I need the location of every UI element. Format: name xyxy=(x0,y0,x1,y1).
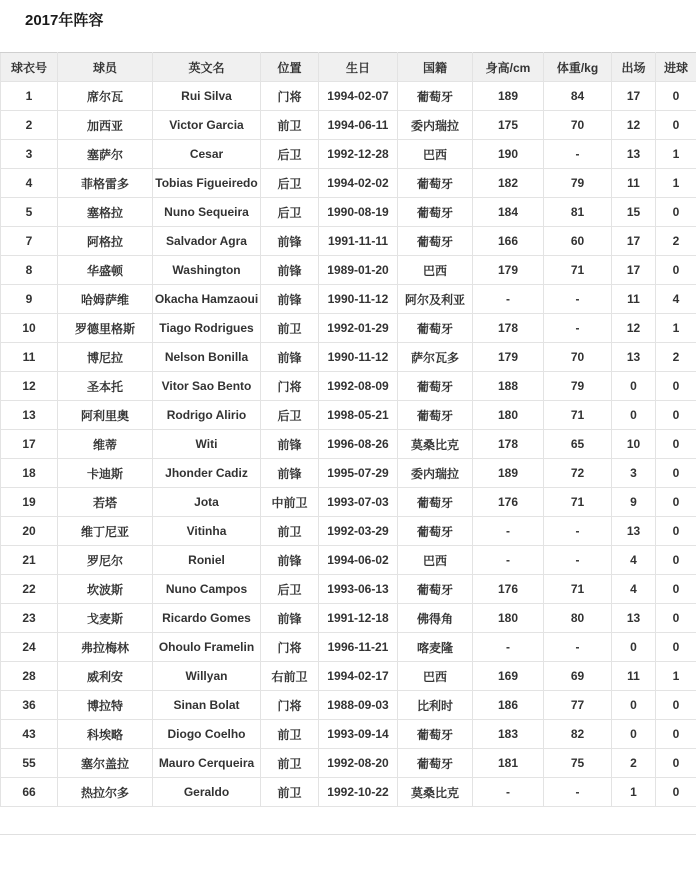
cell-weight: 84 xyxy=(544,82,612,111)
cell-weight: - xyxy=(544,546,612,575)
cell-number: 5 xyxy=(1,198,58,227)
cell-goals: 2 xyxy=(656,227,696,256)
cell-appearances: 17 xyxy=(612,227,656,256)
cell-height: 181 xyxy=(473,749,544,778)
cell-height: 179 xyxy=(473,343,544,372)
cell-birthday: 1992-10-22 xyxy=(319,778,398,807)
cell-number: 66 xyxy=(1,778,58,807)
header-row xyxy=(1,53,696,82)
cell-nationality: 阿尔及利亚 xyxy=(398,285,473,314)
cell-name-cn: 华盛顿 xyxy=(58,256,153,285)
cell-position: 中前卫 xyxy=(261,488,319,517)
cell-name-en: Washington xyxy=(153,256,261,285)
cell-birthday: 1990-11-12 xyxy=(319,285,398,314)
cell-name-en: Tiago Rodrigues xyxy=(153,314,261,343)
cell-weight: 70 xyxy=(544,111,612,140)
cell-position: 前卫 xyxy=(261,517,319,546)
cell-name-en: Vitor Sao Bento xyxy=(153,372,261,401)
cell-position: 门将 xyxy=(261,691,319,720)
cell-weight: 65 xyxy=(544,430,612,459)
cell-name-cn: 博尼拉 xyxy=(58,343,153,372)
cell-appearances: 11 xyxy=(612,169,656,198)
cell-height: 176 xyxy=(473,488,544,517)
cell-name-en: Nelson Bonilla xyxy=(153,343,261,372)
table-row xyxy=(1,111,696,140)
cell-appearances: 2 xyxy=(612,749,656,778)
cell-number: 28 xyxy=(1,662,58,691)
cell-position: 右前卫 xyxy=(261,662,319,691)
cell-nationality: 比利时 xyxy=(398,691,473,720)
cell-nationality: 葡萄牙 xyxy=(398,372,473,401)
cell-weight: - xyxy=(544,140,612,169)
cell-number: 12 xyxy=(1,372,58,401)
cell-height: 186 xyxy=(473,691,544,720)
cell-birthday: 1989-01-20 xyxy=(319,256,398,285)
table-row xyxy=(1,343,696,372)
table-row xyxy=(1,227,696,256)
cell-weight: 60 xyxy=(544,227,612,256)
cell-goals: 0 xyxy=(656,720,696,749)
cell-name-cn: 科埃略 xyxy=(58,720,153,749)
cell-number: 22 xyxy=(1,575,58,604)
cell-name-cn: 席尔瓦 xyxy=(58,82,153,111)
cell-position: 门将 xyxy=(261,633,319,662)
cell-position: 门将 xyxy=(261,82,319,111)
cell-name-en: Vitinha xyxy=(153,517,261,546)
cell-position: 前锋 xyxy=(261,430,319,459)
column-header-position: 位置 xyxy=(261,53,319,82)
cell-goals: 1 xyxy=(656,169,696,198)
cell-appearances: 13 xyxy=(612,517,656,546)
cell-position: 门将 xyxy=(261,372,319,401)
cell-name-cn: 阿利里奥 xyxy=(58,401,153,430)
cell-goals: 0 xyxy=(656,633,696,662)
cell-nationality: 萨尔瓦多 xyxy=(398,343,473,372)
cell-name-en: Ricardo Gomes xyxy=(153,604,261,633)
cell-weight: 71 xyxy=(544,488,612,517)
cell-name-en: Salvador Agra xyxy=(153,227,261,256)
cell-appearances: 17 xyxy=(612,82,656,111)
cell-name-en: Witi xyxy=(153,430,261,459)
cell-name-cn: 塞格拉 xyxy=(58,198,153,227)
cell-nationality: 葡萄牙 xyxy=(398,169,473,198)
cell-nationality: 葡萄牙 xyxy=(398,749,473,778)
cell-name-en: Nuno Sequeira xyxy=(153,198,261,227)
cell-weight: 70 xyxy=(544,343,612,372)
cell-goals: 0 xyxy=(656,749,696,778)
cell-height: 182 xyxy=(473,169,544,198)
cell-weight: 80 xyxy=(544,604,612,633)
cell-position: 前卫 xyxy=(261,314,319,343)
cell-appearances: 12 xyxy=(612,314,656,343)
cell-birthday: 1992-03-29 xyxy=(319,517,398,546)
cell-goals: 0 xyxy=(656,82,696,111)
cell-birthday: 1995-07-29 xyxy=(319,459,398,488)
cell-appearances: 4 xyxy=(612,575,656,604)
cell-nationality: 佛得角 xyxy=(398,604,473,633)
cell-name-en: Roniel xyxy=(153,546,261,575)
cell-appearances: 0 xyxy=(612,372,656,401)
cell-appearances: 11 xyxy=(612,285,656,314)
cell-name-en: Cesar xyxy=(153,140,261,169)
cell-height: 188 xyxy=(473,372,544,401)
cell-appearances: 15 xyxy=(612,198,656,227)
cell-goals: 0 xyxy=(656,778,696,807)
table-row xyxy=(1,575,696,604)
cell-birthday: 1996-11-21 xyxy=(319,633,398,662)
cell-birthday: 1996-08-26 xyxy=(319,430,398,459)
cell-birthday: 1994-02-17 xyxy=(319,662,398,691)
table-row xyxy=(1,285,696,314)
cell-name-cn: 阿格拉 xyxy=(58,227,153,256)
cell-nationality: 葡萄牙 xyxy=(398,517,473,546)
cell-position: 前卫 xyxy=(261,778,319,807)
cell-position: 前卫 xyxy=(261,749,319,778)
cell-name-en: Jhonder Cadiz xyxy=(153,459,261,488)
cell-name-en: Rui Silva xyxy=(153,82,261,111)
cell-goals: 4 xyxy=(656,285,696,314)
cell-number: 19 xyxy=(1,488,58,517)
cell-weight: 72 xyxy=(544,459,612,488)
cell-height: 184 xyxy=(473,198,544,227)
cell-name-cn: 维蒂 xyxy=(58,430,153,459)
table-row xyxy=(1,662,696,691)
cell-goals: 0 xyxy=(656,517,696,546)
cell-weight: - xyxy=(544,517,612,546)
cell-position: 后卫 xyxy=(261,575,319,604)
cell-number: 23 xyxy=(1,604,58,633)
cell-goals: 0 xyxy=(656,401,696,430)
cell-birthday: 1992-12-28 xyxy=(319,140,398,169)
cell-goals: 0 xyxy=(656,430,696,459)
cell-name-cn: 塞尔盖拉 xyxy=(58,749,153,778)
cell-number: 20 xyxy=(1,517,58,546)
column-header-name-en: 英文名 xyxy=(153,53,261,82)
cell-name-en: Willyan xyxy=(153,662,261,691)
cell-name-en: Diogo Coelho xyxy=(153,720,261,749)
cell-goals: 0 xyxy=(656,198,696,227)
cell-number: 1 xyxy=(1,82,58,111)
cell-number: 18 xyxy=(1,459,58,488)
cell-appearances: 3 xyxy=(612,459,656,488)
cell-position: 前锋 xyxy=(261,343,319,372)
column-header-height: 身高/cm xyxy=(473,53,544,82)
cell-nationality: 莫桑比克 xyxy=(398,430,473,459)
cell-appearances: 0 xyxy=(612,720,656,749)
cell-appearances: 4 xyxy=(612,546,656,575)
cell-birthday: 1993-09-14 xyxy=(319,720,398,749)
cell-goals: 0 xyxy=(656,546,696,575)
cell-name-cn: 坎波斯 xyxy=(58,575,153,604)
table-row xyxy=(1,517,696,546)
cell-appearances: 10 xyxy=(612,430,656,459)
cell-position: 前卫 xyxy=(261,111,319,140)
page-title: 2017年阵容 xyxy=(25,12,104,29)
cell-height: 166 xyxy=(473,227,544,256)
cell-birthday: 1991-11-11 xyxy=(319,227,398,256)
table-header xyxy=(1,53,696,82)
section-divider xyxy=(0,834,696,835)
cell-weight: 79 xyxy=(544,372,612,401)
table-row xyxy=(1,720,696,749)
cell-name-en: Okacha Hamzaoui xyxy=(153,285,261,314)
cell-height: 178 xyxy=(473,430,544,459)
cell-height: - xyxy=(473,546,544,575)
column-header-number: 球衣号 xyxy=(1,53,58,82)
cell-weight: 71 xyxy=(544,256,612,285)
cell-number: 10 xyxy=(1,314,58,343)
cell-height: 190 xyxy=(473,140,544,169)
cell-number: 4 xyxy=(1,169,58,198)
cell-name-en: Nuno Campos xyxy=(153,575,261,604)
cell-birthday: 1991-12-18 xyxy=(319,604,398,633)
cell-height: - xyxy=(473,778,544,807)
cell-appearances: 0 xyxy=(612,401,656,430)
cell-name-cn: 若塔 xyxy=(58,488,153,517)
cell-nationality: 巴西 xyxy=(398,256,473,285)
cell-position: 后卫 xyxy=(261,198,319,227)
cell-name-cn: 菲格雷多 xyxy=(58,169,153,198)
cell-birthday: 1988-09-03 xyxy=(319,691,398,720)
cell-appearances: 0 xyxy=(612,691,656,720)
table-row xyxy=(1,169,696,198)
cell-name-en: Ohoulo Framelin xyxy=(153,633,261,662)
cell-name-cn: 威利安 xyxy=(58,662,153,691)
cell-number: 13 xyxy=(1,401,58,430)
cell-nationality: 巴西 xyxy=(398,662,473,691)
cell-number: 11 xyxy=(1,343,58,372)
cell-number: 24 xyxy=(1,633,58,662)
cell-name-cn: 罗德里格斯 xyxy=(58,314,153,343)
cell-appearances: 13 xyxy=(612,604,656,633)
cell-number: 17 xyxy=(1,430,58,459)
cell-name-en: Tobias Figueiredo xyxy=(153,169,261,198)
cell-position: 前锋 xyxy=(261,604,319,633)
squad-table xyxy=(0,52,696,807)
cell-weight: 71 xyxy=(544,575,612,604)
table-row xyxy=(1,198,696,227)
cell-position: 前锋 xyxy=(261,546,319,575)
cell-name-en: Mauro Cerqueira xyxy=(153,749,261,778)
cell-nationality: 委内瑞拉 xyxy=(398,459,473,488)
cell-nationality: 莫桑比克 xyxy=(398,778,473,807)
cell-birthday: 1994-06-11 xyxy=(319,111,398,140)
cell-height: 175 xyxy=(473,111,544,140)
cell-height: 176 xyxy=(473,575,544,604)
table-body xyxy=(1,82,696,807)
table-row xyxy=(1,778,696,807)
cell-weight: 71 xyxy=(544,401,612,430)
cell-weight: - xyxy=(544,778,612,807)
cell-name-cn: 戈麦斯 xyxy=(58,604,153,633)
cell-nationality: 委内瑞拉 xyxy=(398,111,473,140)
cell-height: 180 xyxy=(473,401,544,430)
cell-name-cn: 博拉特 xyxy=(58,691,153,720)
cell-position: 后卫 xyxy=(261,169,319,198)
cell-birthday: 1992-08-20 xyxy=(319,749,398,778)
cell-birthday: 1990-08-19 xyxy=(319,198,398,227)
cell-number: 55 xyxy=(1,749,58,778)
cell-number: 8 xyxy=(1,256,58,285)
cell-goals: 0 xyxy=(656,372,696,401)
cell-appearances: 13 xyxy=(612,140,656,169)
cell-nationality: 葡萄牙 xyxy=(398,198,473,227)
cell-height: 179 xyxy=(473,256,544,285)
cell-number: 3 xyxy=(1,140,58,169)
cell-birthday: 1994-02-07 xyxy=(319,82,398,111)
cell-nationality: 葡萄牙 xyxy=(398,82,473,111)
cell-nationality: 葡萄牙 xyxy=(398,488,473,517)
cell-appearances: 1 xyxy=(612,778,656,807)
column-header-name-cn: 球员 xyxy=(58,53,153,82)
cell-name-en: Jota xyxy=(153,488,261,517)
cell-position: 前锋 xyxy=(261,227,319,256)
column-header-birthday: 生日 xyxy=(319,53,398,82)
cell-position: 后卫 xyxy=(261,140,319,169)
cell-birthday: 1992-08-09 xyxy=(319,372,398,401)
cell-position: 前锋 xyxy=(261,459,319,488)
cell-name-en: Sinan Bolat xyxy=(153,691,261,720)
cell-birthday: 1998-05-21 xyxy=(319,401,398,430)
cell-nationality: 葡萄牙 xyxy=(398,401,473,430)
column-header-appearances: 出场 xyxy=(612,53,656,82)
cell-position: 后卫 xyxy=(261,401,319,430)
table-row xyxy=(1,430,696,459)
cell-goals: 1 xyxy=(656,662,696,691)
cell-appearances: 12 xyxy=(612,111,656,140)
cell-name-cn: 哈姆萨维 xyxy=(58,285,153,314)
table-row xyxy=(1,546,696,575)
cell-weight: - xyxy=(544,314,612,343)
cell-nationality: 喀麦隆 xyxy=(398,633,473,662)
cell-birthday: 1994-02-02 xyxy=(319,169,398,198)
cell-goals: 1 xyxy=(656,140,696,169)
cell-height: 189 xyxy=(473,459,544,488)
cell-birthday: 1992-01-29 xyxy=(319,314,398,343)
cell-name-cn: 卡迪斯 xyxy=(58,459,153,488)
cell-position: 前锋 xyxy=(261,285,319,314)
cell-name-en: Geraldo xyxy=(153,778,261,807)
cell-height: 169 xyxy=(473,662,544,691)
cell-goals: 0 xyxy=(656,256,696,285)
table-row xyxy=(1,459,696,488)
cell-goals: 0 xyxy=(656,111,696,140)
cell-weight: 75 xyxy=(544,749,612,778)
cell-appearances: 13 xyxy=(612,343,656,372)
column-header-nationality: 国籍 xyxy=(398,53,473,82)
cell-position: 前卫 xyxy=(261,720,319,749)
table-row xyxy=(1,691,696,720)
cell-birthday: 1990-11-12 xyxy=(319,343,398,372)
cell-goals: 0 xyxy=(656,691,696,720)
cell-goals: 1 xyxy=(656,314,696,343)
cell-number: 2 xyxy=(1,111,58,140)
cell-nationality: 葡萄牙 xyxy=(398,720,473,749)
cell-nationality: 葡萄牙 xyxy=(398,227,473,256)
cell-name-cn: 罗尼尔 xyxy=(58,546,153,575)
cell-height: - xyxy=(473,517,544,546)
cell-weight: 81 xyxy=(544,198,612,227)
cell-birthday: 1993-07-03 xyxy=(319,488,398,517)
cell-weight: - xyxy=(544,285,612,314)
cell-number: 43 xyxy=(1,720,58,749)
cell-weight: 69 xyxy=(544,662,612,691)
table-row xyxy=(1,633,696,662)
cell-number: 21 xyxy=(1,546,58,575)
table-row xyxy=(1,488,696,517)
cell-name-cn: 加西亚 xyxy=(58,111,153,140)
column-header-goals: 进球 xyxy=(656,53,696,82)
cell-appearances: 11 xyxy=(612,662,656,691)
cell-weight: - xyxy=(544,633,612,662)
cell-goals: 2 xyxy=(656,343,696,372)
cell-height: - xyxy=(473,633,544,662)
cell-goals: 0 xyxy=(656,488,696,517)
cell-name-cn: 圣本托 xyxy=(58,372,153,401)
cell-name-cn: 维丁尼亚 xyxy=(58,517,153,546)
cell-appearances: 17 xyxy=(612,256,656,285)
cell-name-en: Rodrigo Alirio xyxy=(153,401,261,430)
cell-number: 9 xyxy=(1,285,58,314)
cell-appearances: 0 xyxy=(612,633,656,662)
cell-weight: 82 xyxy=(544,720,612,749)
cell-height: 183 xyxy=(473,720,544,749)
cell-nationality: 葡萄牙 xyxy=(398,575,473,604)
cell-nationality: 葡萄牙 xyxy=(398,314,473,343)
cell-height: 189 xyxy=(473,82,544,111)
cell-birthday: 1993-06-13 xyxy=(319,575,398,604)
table-row xyxy=(1,401,696,430)
table-row xyxy=(1,749,696,778)
cell-nationality: 巴西 xyxy=(398,140,473,169)
cell-weight: 77 xyxy=(544,691,612,720)
column-header-weight: 体重/kg xyxy=(544,53,612,82)
table-row xyxy=(1,604,696,633)
table-row xyxy=(1,314,696,343)
cell-number: 36 xyxy=(1,691,58,720)
cell-goals: 0 xyxy=(656,604,696,633)
cell-goals: 0 xyxy=(656,459,696,488)
cell-appearances: 9 xyxy=(612,488,656,517)
cell-height: 178 xyxy=(473,314,544,343)
cell-nationality: 巴西 xyxy=(398,546,473,575)
cell-name-cn: 热拉尔多 xyxy=(58,778,153,807)
table-row xyxy=(1,256,696,285)
cell-name-cn: 弗拉梅林 xyxy=(58,633,153,662)
table-row xyxy=(1,372,696,401)
cell-height: 180 xyxy=(473,604,544,633)
cell-goals: 0 xyxy=(656,575,696,604)
cell-weight: 79 xyxy=(544,169,612,198)
cell-number: 7 xyxy=(1,227,58,256)
cell-height: - xyxy=(473,285,544,314)
cell-position: 前锋 xyxy=(261,256,319,285)
cell-name-en: Victor Garcia xyxy=(153,111,261,140)
table-row xyxy=(1,140,696,169)
table-row xyxy=(1,82,696,111)
cell-name-cn: 塞萨尔 xyxy=(58,140,153,169)
cell-birthday: 1994-06-02 xyxy=(319,546,398,575)
